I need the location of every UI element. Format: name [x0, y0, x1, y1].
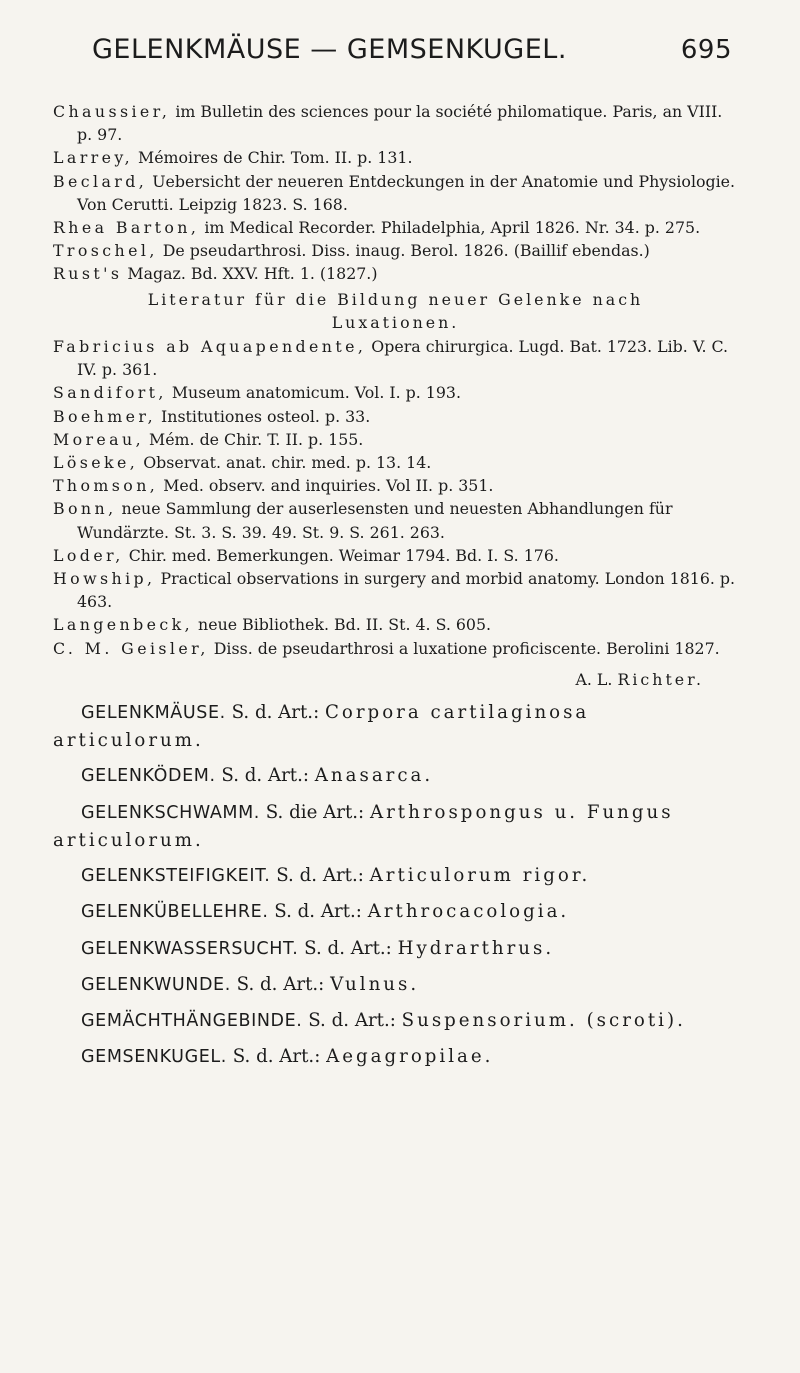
bib-author: Thomson,	[53, 476, 159, 496]
bib-author: Larrey,	[53, 148, 134, 168]
cross-reference-entry	[53, 898, 738, 926]
page-number: 695	[680, 35, 732, 65]
cross-reference-entry	[53, 971, 738, 999]
bib-entry	[53, 567, 738, 613]
bib-text: im Medical Recorder. Philadelphia, April 1826. Nr. 34. p. 275.	[199, 218, 701, 238]
bib-text: Chir. med. Bemerkungen. Weimar 1794. Bd. I. S. 176.	[123, 545, 559, 565]
term-reference: S. d. Art.:	[298, 937, 398, 959]
bib-author: Chaussier,	[53, 102, 171, 121]
bib-entry	[53, 497, 738, 543]
bib-author: Sandifort,	[53, 383, 167, 403]
term-reference: S. d. Art.:	[302, 1009, 402, 1031]
bib-author: Moreau,	[53, 429, 144, 449]
term-headword: GELENKSCHWAMM.	[81, 802, 260, 823]
term-reference: S. d. Art.:	[270, 865, 370, 887]
cross-reference-entry	[53, 762, 738, 790]
term-reference: S. d. Art.:	[226, 1046, 327, 1068]
bib-author: Howship,	[53, 569, 156, 589]
bibliography-pseudarthrosis	[53, 100, 738, 286]
bib-author: Langenbeck,	[53, 615, 194, 635]
bib-author: Boehmer,	[53, 406, 157, 426]
bib-text: Museum anatomicum. Vol. I. p. 193.	[166, 383, 461, 403]
term-target: Hydrarthrus.	[397, 937, 555, 959]
term-target: Arthrospongus u. Fungus articulorum.	[53, 801, 674, 851]
bib-text: Institutiones osteol. p. 33.	[156, 406, 371, 426]
bib-text: im Bulletin des sciences pour la société philomatique. Paris, an VIII. p. 97.	[77, 102, 723, 145]
cross-reference-entry	[53, 935, 738, 963]
term-reference: S. d. Art.:	[230, 973, 331, 995]
term-target: Arthrocacologia.	[367, 901, 570, 923]
bib-entry	[53, 637, 738, 660]
bib-text: Diss. de pseudarthrosi a luxatione proficiscente. Berolini 1827.	[208, 638, 720, 658]
term-headword: GELENKÜBELLEHRE.	[81, 902, 269, 923]
bib-text: neue Bibliothek. Bd. II. St. 4. S. 605.	[193, 615, 492, 635]
bib-author: Troschel,	[53, 241, 158, 261]
term-reference: S. d. Art.:	[225, 702, 325, 724]
bib-entry	[53, 335, 738, 381]
term-headword: GEMÄCHTHÄNGEBINDE.	[81, 1010, 303, 1031]
bib-author: Rhea Barton,	[53, 218, 200, 238]
bib-author: C. M. Geisler,	[53, 638, 209, 658]
term-target: Anasarca.	[314, 765, 434, 787]
bib-author: Beclard,	[53, 171, 148, 191]
term-target: Suspensorium. (scroti).	[401, 1009, 686, 1031]
bib-entry	[53, 239, 738, 262]
bib-entry	[53, 474, 738, 497]
bib-entry	[53, 544, 738, 567]
bib-text: Mém. de Chir. T. II. p. 155.	[144, 429, 364, 449]
author-signature	[53, 668, 738, 691]
bib-entry	[53, 100, 738, 146]
bib-author: Fabricius ab Aquapendente,	[53, 337, 367, 357]
term-headword: GELENKMÄUSE.	[81, 703, 226, 724]
signature-surname: Richter.	[617, 669, 704, 689]
bib-author: Löseke,	[53, 453, 139, 473]
term-target: Articulorum rigor.	[369, 865, 591, 887]
signature-initials: A. L.	[575, 669, 613, 689]
cross-reference-entry	[53, 799, 738, 854]
bib-author: Rust's	[53, 264, 123, 284]
term-headword: GELENKÖDEM.	[81, 766, 216, 787]
term-target: Vulnus.	[330, 973, 420, 995]
bib-text: Med. observ. and inquiries. Vol II. p. 351.	[158, 476, 494, 496]
cross-reference-entry	[53, 1007, 738, 1035]
bib-entry	[53, 262, 738, 285]
bib-text: Opera chirurgica. Lugd. Bat. 1723. Lib. V. C. IV. p. 361.	[77, 337, 729, 380]
running-title: GELENKMÄUSE — GEMSENKUGEL.	[92, 34, 567, 65]
bib-entry	[53, 613, 738, 636]
term-target: Corpora cartilaginosa articulorum.	[53, 702, 590, 752]
page-body	[53, 100, 738, 1071]
bib-text: De pseudarthrosi. Diss. inaug. Berol. 1826. (Baillif ebendas.)	[157, 241, 650, 261]
term-headword: GELENKWUNDE.	[81, 974, 231, 995]
bib-entry	[53, 216, 738, 239]
term-headword: GELENKSTEIFIGKEIT.	[81, 866, 271, 887]
bib-text: Mémoires de Chir. Tom. II. p. 131.	[133, 148, 413, 168]
term-headword: GEMSENKUGEL.	[81, 1047, 227, 1068]
bib-text: Uebersicht der neueren Entdeckungen in der Anatomie und Physiologie. Von Cerutti. Leipzig 1823. S. 168.	[77, 171, 736, 214]
cross-reference-entry	[53, 699, 738, 754]
bib-entry	[53, 428, 738, 451]
bib-entry	[53, 451, 738, 474]
term-reference: S. die Art.:	[259, 801, 370, 823]
bib-text: Observat. anat. chir. med. p. 13. 14.	[138, 453, 432, 473]
term-target: Aegagropilae.	[326, 1046, 494, 1068]
running-header	[92, 34, 732, 65]
bib-author: Loder,	[53, 545, 124, 565]
bib-entry	[53, 146, 738, 169]
term-reference: S. d. Art.:	[215, 765, 315, 787]
section-title-line-2: Luxationen.	[331, 312, 460, 332]
bib-text: Practical observations in surgery and morbid anatomy. London 1816. p. 463.	[77, 569, 736, 612]
bibliography-luxation	[53, 335, 738, 660]
section-title	[53, 288, 738, 334]
bib-entry	[53, 170, 738, 216]
term-headword: GELENKWASSERSUCHT.	[81, 938, 299, 959]
bib-entry	[53, 381, 738, 404]
term-reference: S. d. Art.:	[268, 901, 368, 923]
section-title-line-1: Literatur für die Bildung neuer Gelenke nach	[147, 289, 644, 309]
bib-entry	[53, 405, 738, 428]
cross-reference-list	[53, 699, 738, 1071]
bib-text: neue Sammlung der auserlesensten und neuesten Abhandlungen für Wundärzte. St. 3. S. 39. 49. St. 9. S. 261. 263.	[77, 499, 673, 542]
bib-text: Magaz. Bd. XXV. Hft. 1. (1827.)	[122, 264, 378, 284]
cross-reference-entry	[53, 862, 738, 890]
cross-reference-entry	[53, 1043, 738, 1071]
bib-author: Bonn,	[53, 499, 117, 519]
